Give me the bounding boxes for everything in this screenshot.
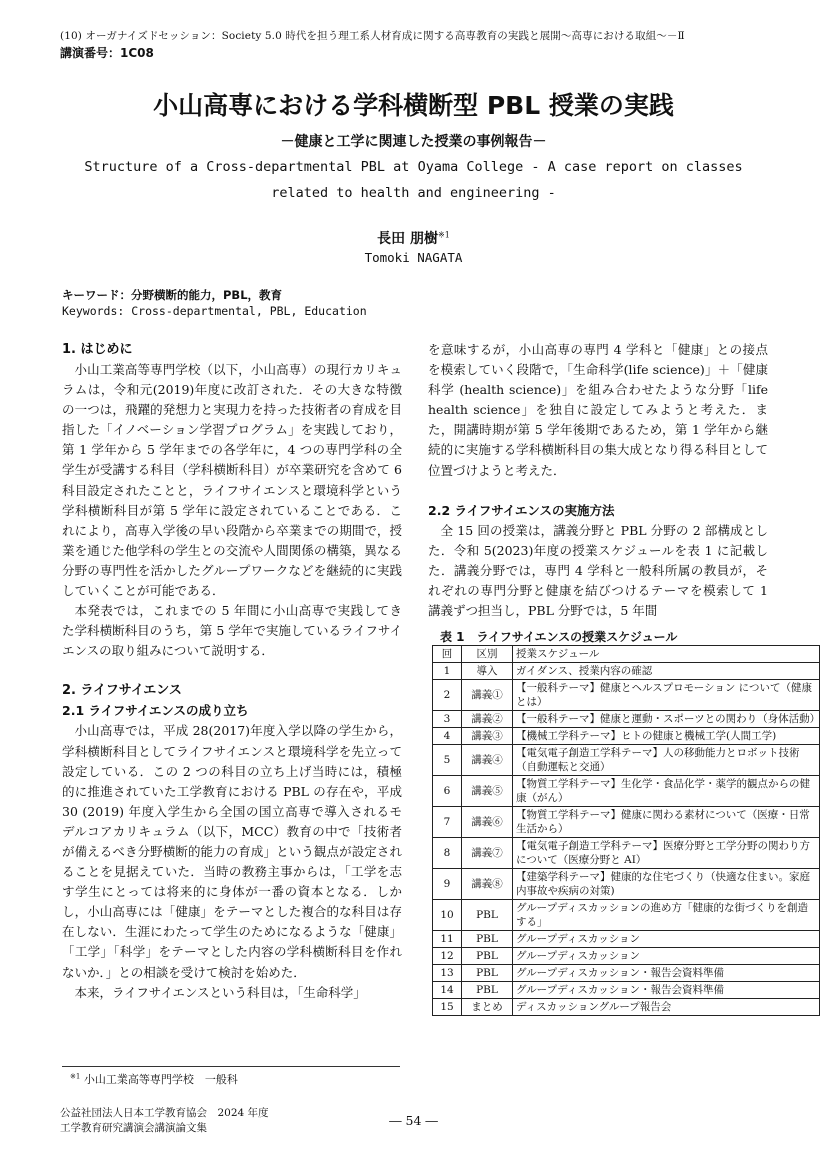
session-number-cell: 9	[433, 869, 462, 900]
schedule-cell: ディスカッショングループ報告会	[513, 999, 820, 1016]
author-name-en: Tomoki NAGATA	[364, 250, 463, 265]
intro-paragraph-2: 本発表では，これまでの 5 年間に小山高専で実践してきた学科横断科目のうち，第 5 学年で実施しているライフサイエンスの取り組みについて説明する．	[62, 603, 402, 659]
table-row	[433, 982, 820, 999]
table-row	[433, 900, 820, 931]
category-cell: 講義②	[462, 711, 513, 728]
schedule-cell: 【電気電子創造工学科テーマ】人の移動能力とロボット技術（自動運転と交通）	[513, 745, 820, 776]
category-cell: 講義⑦	[462, 838, 513, 869]
table-row	[433, 663, 820, 680]
table-header-cell: 回	[433, 646, 462, 663]
category-cell: PBL	[462, 965, 513, 982]
category-cell: 講義⑥	[462, 807, 513, 838]
table-row	[433, 965, 820, 982]
lecture-number: 講演番号：1C08	[60, 46, 154, 60]
schedule-cell: 【物質工学科テーマ】生化学・食品化学・薬学的観点からの健康（がん）	[513, 776, 820, 807]
table-row	[433, 807, 820, 838]
intro-paragraph-1: 小山工業高等専門学校（以下，小山高専）の現行カリキュラムは，令和元(2019)年度に改訂された．その大きな特徴の一つは，飛躍的発想力と実現力を持った技術者の育成を目指した「イノベーション学習プログラム」を実践しており，第 1 学年から 5 学年までの各学年に，4 つの専門学科の全学生が受講する科目（学科横断科目）が卒業研究を含めて 6 科目設定されたことと，ライフサイエンスと環境科学という学科横断科目が第 5 学年に設定されていることである．これにより，高専入学後の早い段階から卒業までの期間で，授業を通じた他学科の学生との交流や人間関係の構築，異なる分野の専門性を活かしたグループワークなどを継続的に実践していくことが可能である．	[62, 362, 402, 599]
author-name-text: 長田 朋樹	[377, 231, 439, 247]
category-cell: PBL	[462, 900, 513, 931]
section-heading-intro: 1. はじめに	[62, 342, 133, 357]
session-number-cell: 13	[433, 965, 462, 982]
session-header: (10) オーガナイズドセッション：Society 5.0 時代を担う理工系人材育成に関する高専教育の実践と展開～高専における取組～－Ⅱ	[60, 30, 685, 42]
session-number-cell: 2	[433, 680, 462, 711]
table-row	[433, 728, 820, 745]
table-row	[433, 838, 820, 869]
category-cell: 講義⑤	[462, 776, 513, 807]
table-row	[433, 869, 820, 900]
session-number-cell: 7	[433, 807, 462, 838]
session-number-cell: 14	[433, 982, 462, 999]
table-row	[433, 931, 820, 948]
table-caption: 表 1 ライフサイエンスの授業スケジュール	[440, 630, 678, 644]
table-row	[433, 680, 820, 711]
english-title: Structure of a Cross-departmental PBL at Oyama College - A case report on classes related to health and engineering -	[84, 159, 743, 201]
session-number-cell: 15	[433, 999, 462, 1016]
page-number: ― 54 ―	[389, 1113, 438, 1128]
schedule-cell: 【物質工学科テーマ】健康に関わる素材について（医療・日常生活から）	[513, 807, 820, 838]
author-name-ja	[0, 228, 827, 248]
schedule-table	[432, 645, 820, 1016]
paper-subtitle: －健康と工学に関連した授業の事例報告－	[280, 134, 547, 150]
category-cell: 講義⑧	[462, 869, 513, 900]
footer-org-line-2: 工学教育研究講演会講演論文集	[60, 1122, 207, 1134]
right-column	[428, 340, 768, 621]
table-row	[433, 776, 820, 807]
category-cell: 講義①	[462, 680, 513, 711]
schedule-cell: グループディスカッション・報告会資料準備	[513, 982, 820, 999]
category-cell: PBL	[462, 948, 513, 965]
paper-title: 小山高専における学科横断型 PBL 授業の実践	[153, 91, 674, 120]
session-number-cell: 10	[433, 900, 462, 931]
schedule-cell: グループディスカッション・報告会資料準備	[513, 965, 820, 982]
origin-paragraph-2: 本来，ライフサイエンスという科目は，「生命科学」	[74, 984, 366, 1000]
schedule-cell: 【一般科テーマ】健康と運動・スポーツとの関わり（身体活動）	[513, 711, 820, 728]
schedule-cell: 【機械工学科テーマ】ヒトの健康と機械工学(人間工学)	[513, 728, 820, 745]
author-affiliation-mark: ※1	[438, 230, 450, 240]
subsection-heading-method: 2.2 ライフサイエンスの実施方法	[428, 502, 615, 518]
keywords-ja: キーワード：分野横断的能力，PBL，教育	[62, 288, 283, 302]
right-paragraph-continued: を意味するが，小山高専の専門 4 学科と「健康」との接点を模索していく段階で，「生命科学(life science)」＋「健康科学 (health science)」を組み合わせたような分野「life health science」を独自に設定してみようと考えた．また，開講時期が第 5 学年後期であるため，第 1 学年から継続的に実施する学科横断科目の集大成となり得る科目として位置づけようと考えた．	[428, 342, 768, 478]
method-paragraph-1: 全 15 回の授業は，講義分野と PBL 分野の 2 部構成とした．令和 5(2023)年度の授業スケジュールを表 1 に記載した．講義分野では，専門 4 学科と一般科所属の教員が，それぞれの専門分野と健康を結びつけるテーマを模索して 1 講義ずつ担当し，PBL 分野では，5 年間	[428, 522, 768, 619]
subsection-heading-origin: 2.1 ライフサイエンスの成り立ち	[62, 703, 249, 719]
schedule-cell: 【建築学科テーマ】健康的な住宅づくり（快適な住まい。家庭内事故や疾病の対策)	[513, 869, 820, 900]
table-row	[433, 948, 820, 965]
table-row	[433, 711, 820, 728]
footnote	[70, 1071, 238, 1087]
category-cell: まとめ	[462, 999, 513, 1016]
session-number-cell: 4	[433, 728, 462, 745]
schedule-cell: 【一般科テーマ】健康とヘルスプロモーション について（健康とは）	[513, 680, 820, 711]
footnote-mark: ※1	[70, 1072, 81, 1081]
keywords-en: Keywords: Cross-departmental, PBL, Education	[62, 304, 367, 318]
session-number-cell: 3	[433, 711, 462, 728]
table-row	[433, 745, 820, 776]
schedule-cell: グループディスカッション	[513, 931, 820, 948]
footnote-text: 小山工業高等専門学校 一般科	[83, 1073, 238, 1086]
left-column	[62, 340, 402, 1003]
table-body	[433, 663, 820, 1016]
session-number-cell: 1	[433, 663, 462, 680]
schedule-cell: 【電気電子創造工学科テーマ】医療分野と工学分野の関わり方について（医療分野と AI）	[513, 838, 820, 869]
category-cell: PBL	[462, 982, 513, 999]
session-number-cell: 12	[433, 948, 462, 965]
schedule-cell: ガイダンス、授業内容の確認	[513, 663, 820, 680]
session-number-cell: 8	[433, 838, 462, 869]
category-cell: 講義④	[462, 745, 513, 776]
footnote-divider	[62, 1066, 400, 1067]
category-cell: 講義③	[462, 728, 513, 745]
session-number-cell: 5	[433, 745, 462, 776]
origin-paragraph-1: 小山高専では，平成 28(2017)年度入学以降の学生から，学科横断科目としてライフサイエンスと環境科学を先立って設定している．この 2 つの科目の立ち上げ当時には，積極的に推進されていた工学教育における PBL の存在や，平成 30 (2019) 年度入学生から全国の国立高専で導入されるモデルコアカリキュラム（以下，MCC）教育の中で「技術者が備えるべき分野横断的能力の育成」という観点が設定されることを見据えていた．当時の教務主事からは，「工学を志す学生にとっては将来的に身体が一番の資本となる．しかし，小山高専には「健康」をテーマとした複合的な科目は存在しない．生涯にわたって学生のためになるような「健康」「工学」「科学」をテーマとした内容の学科横断科目を作れないか．」との相談を受けて検討を始めた．	[62, 723, 402, 980]
table-header-cell: 区別	[462, 646, 513, 663]
table-row	[433, 999, 820, 1016]
schedule-cell: グループディスカッションの進め方「健康的な街づくりを創造する」	[513, 900, 820, 931]
session-number-cell: 6	[433, 776, 462, 807]
category-cell: PBL	[462, 931, 513, 948]
category-cell: 導入	[462, 663, 513, 680]
table-header-row	[433, 646, 820, 663]
session-number-cell: 11	[433, 931, 462, 948]
section-heading-life-science: 2. ライフサイエンス	[62, 683, 182, 699]
table-header-cell: 授業スケジュール	[513, 646, 820, 663]
schedule-cell: グループディスカッション	[513, 948, 820, 965]
footer-org-line-1: 公益社団法人日本工学教育協会 2024 年度	[60, 1107, 269, 1119]
